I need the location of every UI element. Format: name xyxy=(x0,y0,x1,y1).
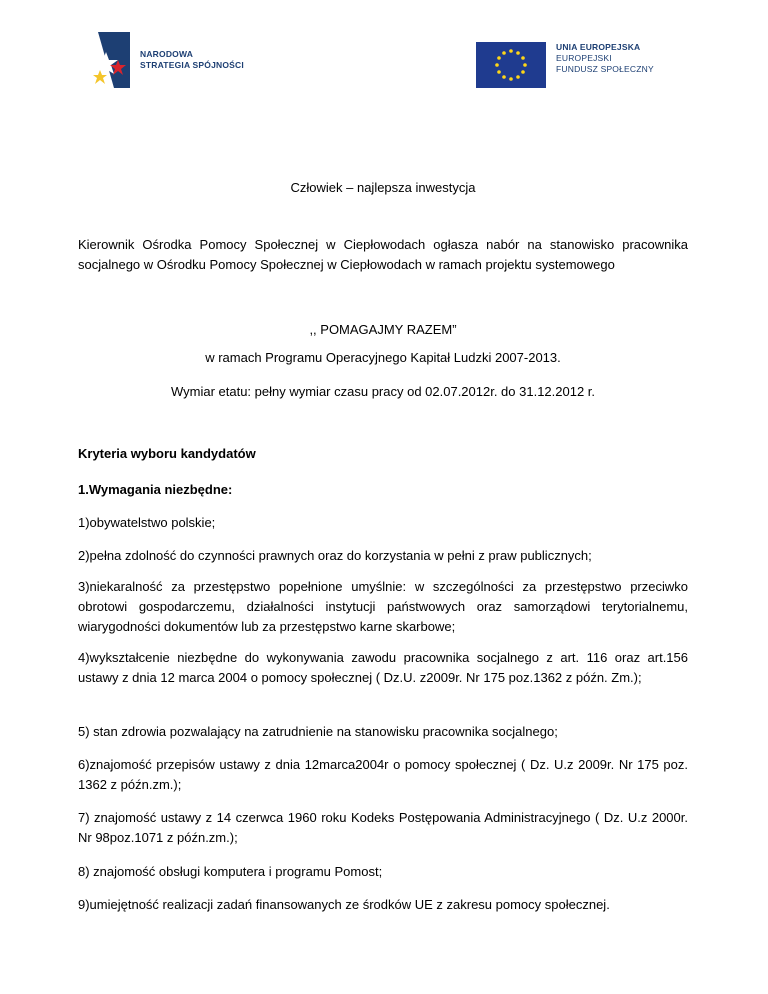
criteria-heading: Kryteria wyboru kandydatów xyxy=(78,446,256,461)
nss-line-1: NARODOWA xyxy=(140,49,194,59)
project-name: ,, POMAGAJMY RAZEM” xyxy=(309,322,457,337)
nss-star-logo-icon xyxy=(92,30,132,90)
requirement-item: 4)wykształcenie niezbędne do wykonywania zawodu pracownika socjalnego z art. 116 oraz art.156 ustawy z dnia 12 marca 2004 o pomocy społecznej ( Dz.U. z2009r. Nr 175 poz.1362 z późn. Zm.); xyxy=(78,650,688,685)
eu-logo-text xyxy=(556,42,654,75)
requirements-heading: 1.Wymagania niezbędne: xyxy=(78,482,233,497)
nss-line-2: STRATEGIA SPÓJNOŚCI xyxy=(140,60,244,70)
requirement-item: 7) znajomość ustawy z 14 czerwca 1960 roku Kodeks Postępowania Administracyjnego ( Dz. U.z 2000r. Nr 98poz.1071 z późn.zm.); xyxy=(78,810,688,845)
requirement-item: 6)znajomość przepisów ustawy z dnia 12marca2004r o pomocy społecznej ( Dz. U.z 2009r. Nr 175 poz. 1362 z późn.zm.); xyxy=(78,757,688,792)
eu-logo xyxy=(476,42,654,88)
slogan: Człowiek – najlepsza inwestycja xyxy=(290,180,476,195)
wymiar-line: Wymiar etatu: pełny wymiar czasu pracy od 02.07.2012r. do 31.12.2012 r. xyxy=(170,384,596,399)
eu-line-2: EUROPEJSKI xyxy=(556,53,612,63)
eu-line-3: FUNDUSZ SPOŁECZNY xyxy=(556,64,654,74)
eu-flag-icon xyxy=(476,42,546,88)
requirement-item: 1)obywatelstwo polskie; xyxy=(78,515,216,530)
eu-line-1: UNIA EUROPEJSKA xyxy=(556,42,641,52)
requirement-item: 3)niekaralność za przestępstwo popełnione umyślnie: w szczególności za przestępstwo przeciwko obrotowi gospodarczemu, działalności instytucji państwowych oraz samorządowi terytorialnemu, wiarygodności dokumentów lub za przestępstwo karne skarbowe; xyxy=(78,579,688,634)
requirement-item: 5) stan zdrowia pozwalający na zatrudnienie na stanowisku pracownika socjalnego; xyxy=(78,724,558,739)
nss-logo xyxy=(92,30,244,90)
requirement-item: 2)pełna zdolność do czynności prawnych oraz do korzystania w pełni z praw publicznych; xyxy=(78,548,592,563)
nss-logo-text xyxy=(140,49,244,71)
requirement-item: 8) znajomość obsługi komputera i programu Pomost; xyxy=(78,864,383,879)
intro-paragraph: Kierownik Ośrodka Pomocy Społecznej w Ciepłowodach ogłasza nabór na stanowisko pracownika socjalnego w Ośrodku Pomocy Społecznej w Ciepłowodach w ramach projektu systemowego xyxy=(78,237,688,272)
program-line: w ramach Programu Operacyjnego Kapitał Ludzki 2007-2013. xyxy=(205,350,561,365)
requirement-item: 9)umiejętność realizacji zadań finansowanych ze środków UE z zakresu pomocy społecznej. xyxy=(78,897,610,912)
